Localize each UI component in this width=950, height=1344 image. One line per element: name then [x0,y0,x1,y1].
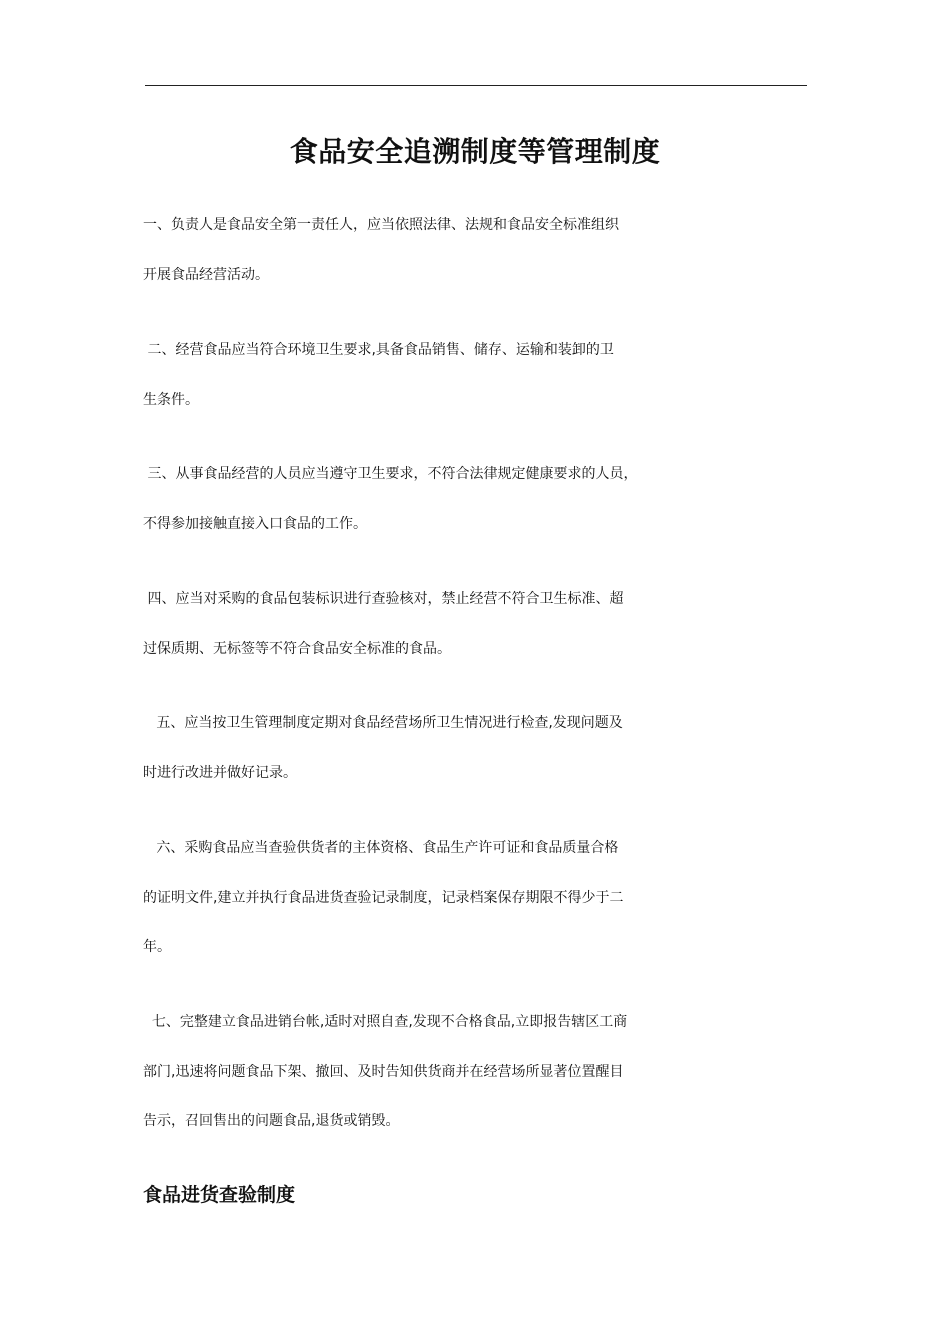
paragraph-line: 开展食品经营活动。 [143,267,269,283]
paragraph-line: 六、采购食品应当查验供货者的主体资格、食品生产许可证和食品质量合格 [143,840,619,856]
paragraph-line: 四、应当对采购的食品包装标识进行查验核对，禁止经营不符合卫生标准、超 [143,591,624,607]
paragraph-line: 一、负责人是食品安全第一责任人，应当依照法律、法规和食品安全标准组织 [143,217,619,233]
header-rule [145,85,807,86]
paragraph-line: 告示，召回售出的问题食品,退货或销毁。 [143,1113,400,1129]
paragraph-line: 年。 [143,939,171,955]
paragraph-line: 生条件。 [143,392,199,408]
paragraph-line: 七、完整建立食品进销台帐,适时对照自查,发现不合格食品,立即报告辖区工商 [143,1014,628,1030]
paragraph-line: 过保质期、无标签等不符合食品安全标准的食品。 [143,641,451,657]
document-title: 食品安全追溯制度等管理制度 [289,135,661,168]
paragraph-line: 三、从事食品经营的人员应当遵守卫生要求，不符合法律规定健康要求的人员， [143,466,638,482]
paragraph-line: 五、应当按卫生管理制度定期对食品经营场所卫生情况进行检查,发现问题及 [143,715,623,731]
paragraph-line: 时进行改进并做好记录。 [143,765,297,781]
paragraph-line: 二、经营食品应当符合环境卫生要求,具备食品销售、储存、运输和装卸的卫 [143,342,614,358]
section-heading: 食品进货查验制度 [143,1184,296,1206]
paragraph-line: 的证明文件,建立并执行食品进货查验记录制度，记录档案保存期限不得少于二 [143,890,624,906]
paragraph-line: 部门,迅速将问题食品下架、撤回、及时告知供货商并在经营场所显著位置醒目 [143,1064,624,1080]
paragraph-line: 不得参加接触直接入口食品的工作。 [143,516,367,532]
